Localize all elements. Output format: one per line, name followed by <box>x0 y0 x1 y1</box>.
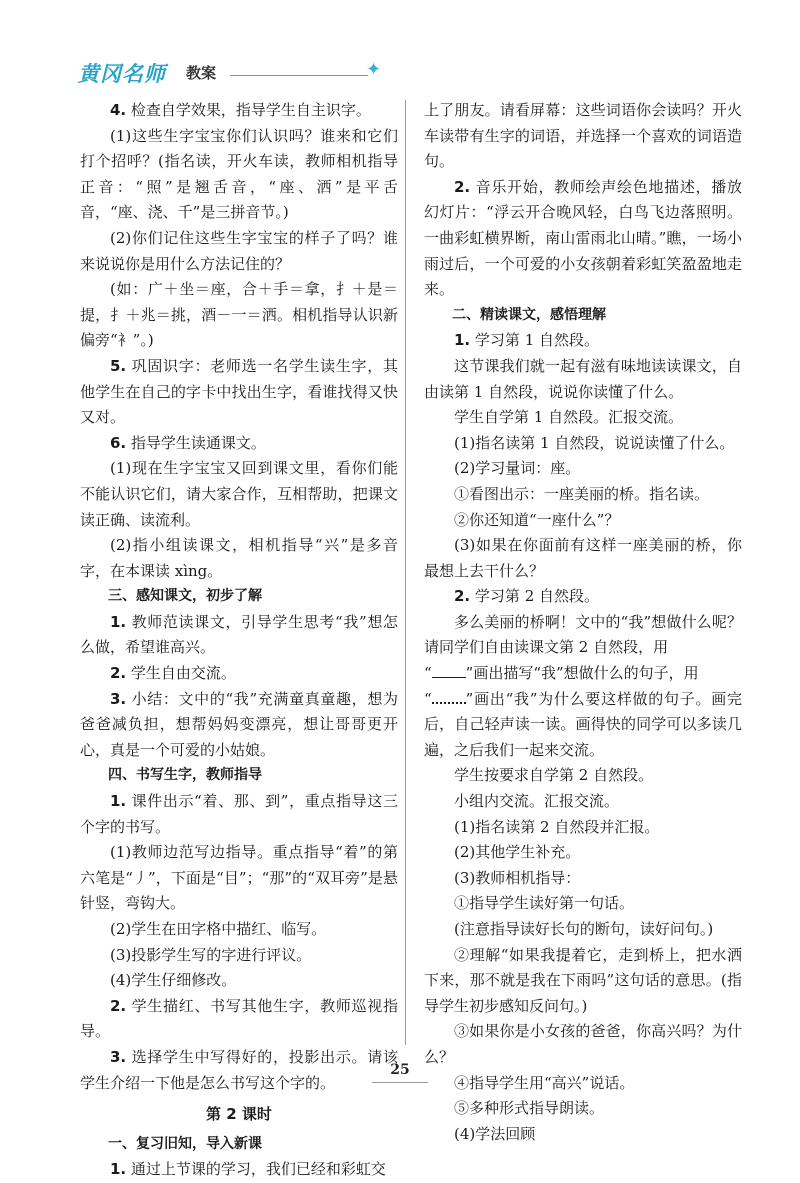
paragraph: 2. 学习第 2 自然段。 <box>454 587 600 606</box>
paragraph: 2. 学生描红、书写其他生字，教师巡视指导。 <box>80 996 398 1041</box>
paragraph: (3)投影学生写的字进行评议。 <box>110 945 312 964</box>
paragraph: 3. 小结：文中的“我”充满童真童趣，想为爸爸减负担，想帮妈妈变漂亮，想让哥哥更开心，真是一个可爱的小姑娘。 <box>80 689 398 759</box>
paragraph: (如：广＋坐＝座，合＋手＝拿，扌＋是＝提，扌＋兆＝挑，酒－一＝洒。相机指导认识新偏旁“衤”。) <box>80 280 398 350</box>
header-rule <box>230 75 368 76</box>
paragraph: (4)学法回顾 <box>454 1124 536 1143</box>
section-heading: 四、书写生字，教师指导 <box>108 767 262 784</box>
brand-subtitle: 教案 <box>186 64 217 82</box>
page-number: 25 <box>390 1062 410 1078</box>
paragraph: ①指导学生读好第一句话。 <box>454 894 635 913</box>
paragraph: 5. 巩固识字：老师选一名学生读生字，其他学生在自己的字卡中找出生字，看谁找得又快又对。 <box>80 356 398 427</box>
paragraph: 2. 学生自由交流。 <box>110 664 236 683</box>
section-heading: 三、感知课文，初步了解 <box>108 588 262 605</box>
paragraph: (注意指导读好长句的断句，读好问句。) <box>454 920 714 938</box>
paragraph: (2)学习量词：座。 <box>454 459 581 478</box>
paragraph: (3)教师相机指导： <box>454 868 581 887</box>
paragraph: ①看图出示：一座美丽的桥。指名读。 <box>454 484 710 503</box>
paragraph: 1. 通过上节课的学习，我们已经和彩虹交 <box>110 1160 386 1179</box>
paragraph: (1)指名读第 2 自然段并汇报。 <box>454 817 660 836</box>
paragraph: (1)现在生字宝宝又回到课文里，看你们能不能认识它们，请大家合作，互相帮助，把课文读正确、读流利。 <box>80 459 398 529</box>
straight-underline-mark <box>432 663 466 678</box>
paragraph: (2)学生在田字格中描红、临写。 <box>110 920 327 938</box>
paragraph: 6. 指导学生读通课文。 <box>110 433 266 452</box>
paragraph: ⑤多种形式指导朗读。 <box>454 1099 605 1118</box>
paragraph: (2)其他学生补充。 <box>454 843 581 862</box>
paragraph: 小组内交流。汇报交流。 <box>454 792 620 811</box>
paragraph: ②你还知道“一座什么”？ <box>454 510 620 529</box>
paragraph: 1. 课件出示“着、那、到”，重点指导这三个字的书写。 <box>80 792 398 836</box>
paragraph: (2)指小组读课文，相机指导“兴”是多音字，在本课读 xìng。 <box>80 536 398 580</box>
column-divider <box>405 100 406 1045</box>
paragraph: ③如果你是小女孩的爸爸，你高兴吗？为什么？ <box>424 1022 742 1066</box>
paragraph: (1)教师边范写边指导。重点指导“着”的第六笔是“丿”，下面是“目”；“那”的“双耳旁”是悬针竖，弯钩大。 <box>80 843 398 913</box>
wavy-underline-mark <box>432 688 466 704</box>
left-column <box>80 98 398 1183</box>
paragraph: 1. 教师范读课文，引导学生思考“我”想怎么做，希望谁高兴。 <box>80 612 398 657</box>
paragraph: 学生按要求自学第 2 自然段。 <box>454 766 654 785</box>
paragraph: 4. 检查自学效果，指导学生自主识字。 <box>110 101 371 119</box>
paragraph: 1. 学习第 1 自然段。 <box>454 331 600 350</box>
paragraph: ②理解“如果我提着它，走到桥上，把水洒下来，那不就是我在下雨吗”这句话的意思。(指导学生初步感知反问句。) <box>424 945 742 1015</box>
section-heading: 二、精读课文，感悟理解 <box>452 306 606 323</box>
paragraph: (1)这些生字宝宝你们认识吗？谁来和它们打个招呼？(指名读，开火车读，教师相机指导正音：“照”是翘舌音，“座、洒”是平舌音，“座、浇、千”是三拼音节。) <box>80 126 398 222</box>
paragraph: 3. 选择学生中写得好的，投影出示。请该学生介绍一下他是怎么书写这个字的。 <box>80 1047 398 1092</box>
paragraph: (4)学生仔细修改。 <box>110 971 237 990</box>
section-heading: 一、复习旧知，导入新课 <box>108 1135 262 1152</box>
lesson-title: 第 2 课时 <box>206 1105 272 1124</box>
paragraph: 学生自学第 1 自然段。汇报交流。 <box>454 408 684 427</box>
paragraph: (1)指名读第 1 自然段，说说读懂了什么。 <box>454 433 735 452</box>
paragraph: ④指导学生用“高兴”说话。 <box>454 1073 635 1092</box>
page-number-rule <box>372 1082 428 1083</box>
paragraph: (2)你们记住这些生字宝宝的样子了吗？谁来说说你是用什么方法记住的？ <box>80 228 398 273</box>
paragraph: 多么美丽的桥啊！文中的“我”想做什么呢？请同学们自由读课文第 2 自然段，用 “ ”画出描写“我”想做什么的句子，用 “ ”画出“我”为什么要这样做的句子。画完后，自己轻声读一读。画得快的同学可以多读几遍，之后我们一起来交流。 <box>424 612 742 759</box>
sparkle-icon: ✦ <box>366 59 382 80</box>
right-column <box>424 98 742 1147</box>
page-header <box>78 56 398 92</box>
paragraph: 上了朋友。请看屏幕：这些词语你会读吗？开火车读带有生字的词语，并选择一个喜欢的词语造句。 <box>424 101 742 171</box>
brand-logo: 黄冈名师 <box>78 62 166 86</box>
paragraph: 这节课我们就一起有滋有味地读读课文，自由读第 1 自然段，说说你读懂了什么。 <box>424 356 742 401</box>
paragraph: (3)如果在你面前有这样一座美丽的桥，你最想上去干什么？ <box>424 536 742 580</box>
paragraph: 2. 音乐开始，教师绘声绘色地描述，播放幻灯片：“浮云开合晚风轻，白鸟飞边落照明。一曲彩虹横界断，南山雷雨北山晴。”瞧，一场小雨过后，一个可爱的小女孩朝着彩虹笑盈盈地走来。 <box>424 177 742 299</box>
